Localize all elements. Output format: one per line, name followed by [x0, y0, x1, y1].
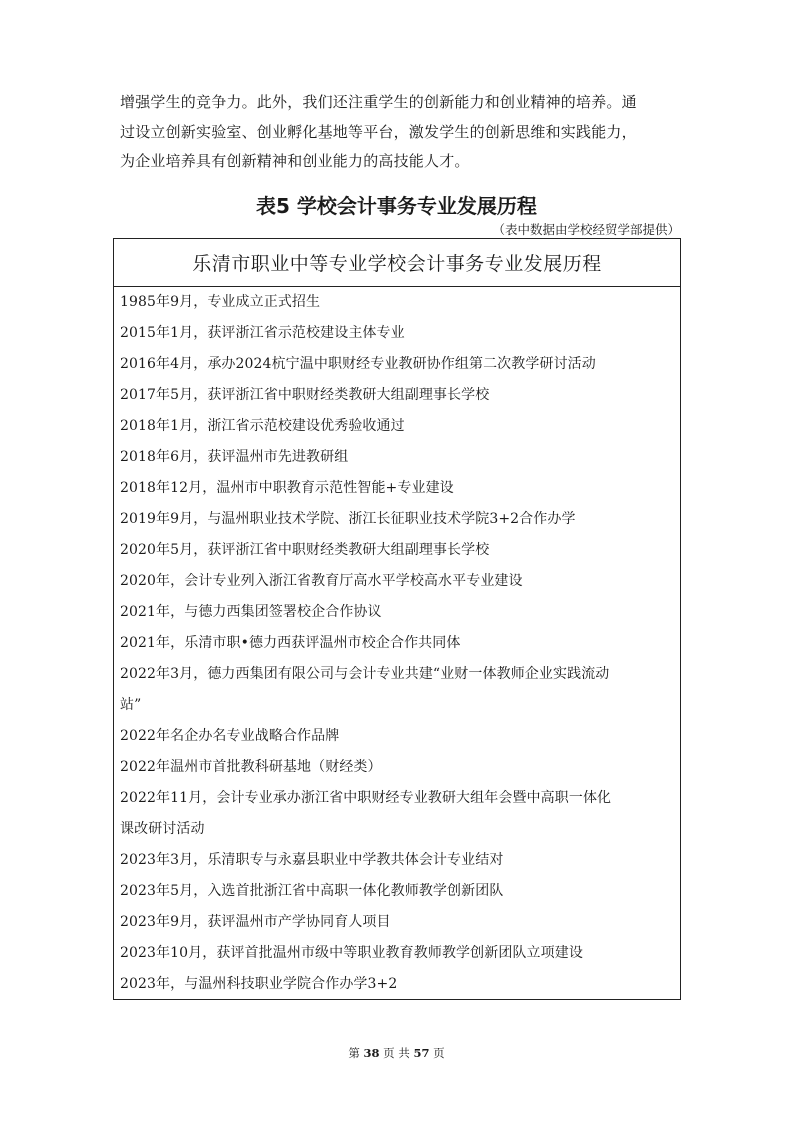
history-row: 2015年1月，获评浙江省示范校建设主体专业: [120, 325, 405, 341]
intro-line: 过设立创新实验室、创业孵化基地等平台，激发学生的创新思维和实践能力，: [120, 122, 637, 141]
footer-suffix: 页: [433, 1046, 445, 1060]
current-page-number: 38: [363, 1046, 380, 1060]
history-row: 2022年11月，会计专业承办浙江省中职财经专业教研大组年会暨中高职一体化: [120, 790, 612, 806]
history-row: 2023年，与温州科技职业学院合作办学3+2: [120, 976, 398, 992]
history-row: 2017年5月，获评浙江省中职财经类教研大组副理事长学校: [120, 387, 490, 403]
history-row: 2023年3月，乐清职专与永嘉县职业中学教共体会计专业结对: [120, 852, 504, 868]
history-row-continuation: 站”: [120, 697, 142, 713]
history-row: 2022年温州市首批教科研基地（财经类）: [120, 759, 382, 775]
history-table: [113, 238, 681, 1000]
intro-paragraph: [120, 88, 680, 177]
history-row: 2021年，与德力西集团签署校企合作协议: [120, 604, 382, 620]
history-row: 2018年12月，温州市中职教育示范性智能+专业建设: [120, 480, 454, 496]
table-source-note: （表中数据由学校经贸学部提供）: [492, 222, 680, 237]
total-pages-number: 57: [413, 1046, 430, 1060]
intro-line: 增强学生的竞争力。此外，我们还注重学生的创新能力和创业精神的培养。通: [120, 93, 637, 111]
footer-prefix: 第: [348, 1046, 360, 1060]
history-row: 2023年5月，入选首批浙江省中高职一体化教师教学创新团队: [120, 883, 504, 899]
history-row: 2020年5月，获评浙江省中职财经类教研大组副理事长学校: [120, 542, 490, 558]
history-row: 2022年名企办名专业战略合作品牌: [120, 728, 340, 744]
history-row: 2019年9月，与温州职业技术学院、浙江长征职业技术学院3+2合作办学: [120, 511, 576, 527]
table-caption: 表5 学校会计事务专业发展历程: [256, 194, 537, 218]
history-row: 2018年1月，浙江省示范校建设优秀验收通过: [120, 418, 405, 434]
history-row-continuation: 课改研讨活动: [120, 821, 205, 837]
intro-line: 为企业培养具有创新精神和创业能力的高技能人才。: [120, 152, 470, 170]
history-table-body: [114, 287, 680, 1000]
history-row: 2016年4月，承办2024杭宁温中职财经专业教研协作组第二次教学研讨活动: [120, 356, 596, 372]
history-row: 2022年3月，德力西集团有限公司与会计专业共建“业财一体教师企业实践流动: [120, 666, 610, 682]
history-row: 2023年9月，获评温州市产学协同育人项目: [120, 914, 391, 930]
footer-middle: 页 共: [383, 1046, 410, 1060]
history-row: 2018年6月，获评温州市先进教研组: [120, 449, 349, 465]
page-footer: [0, 1045, 793, 1061]
history-row: 2020年，会计专业列入浙江省教育厅高水平学校高水平专业建设: [120, 573, 523, 589]
history-row: 2023年10月，获评首批温州市级中等职业教育教师教学创新团队立项建设: [120, 945, 583, 961]
history-row: 2021年，乐清市职•德力西获评温州市校企合作共同体: [120, 635, 461, 651]
history-row: 1985年9月，专业成立正式招生: [120, 294, 321, 310]
history-table-header: 乐清市职业中等专业学校会计事务专业发展历程: [114, 239, 680, 287]
